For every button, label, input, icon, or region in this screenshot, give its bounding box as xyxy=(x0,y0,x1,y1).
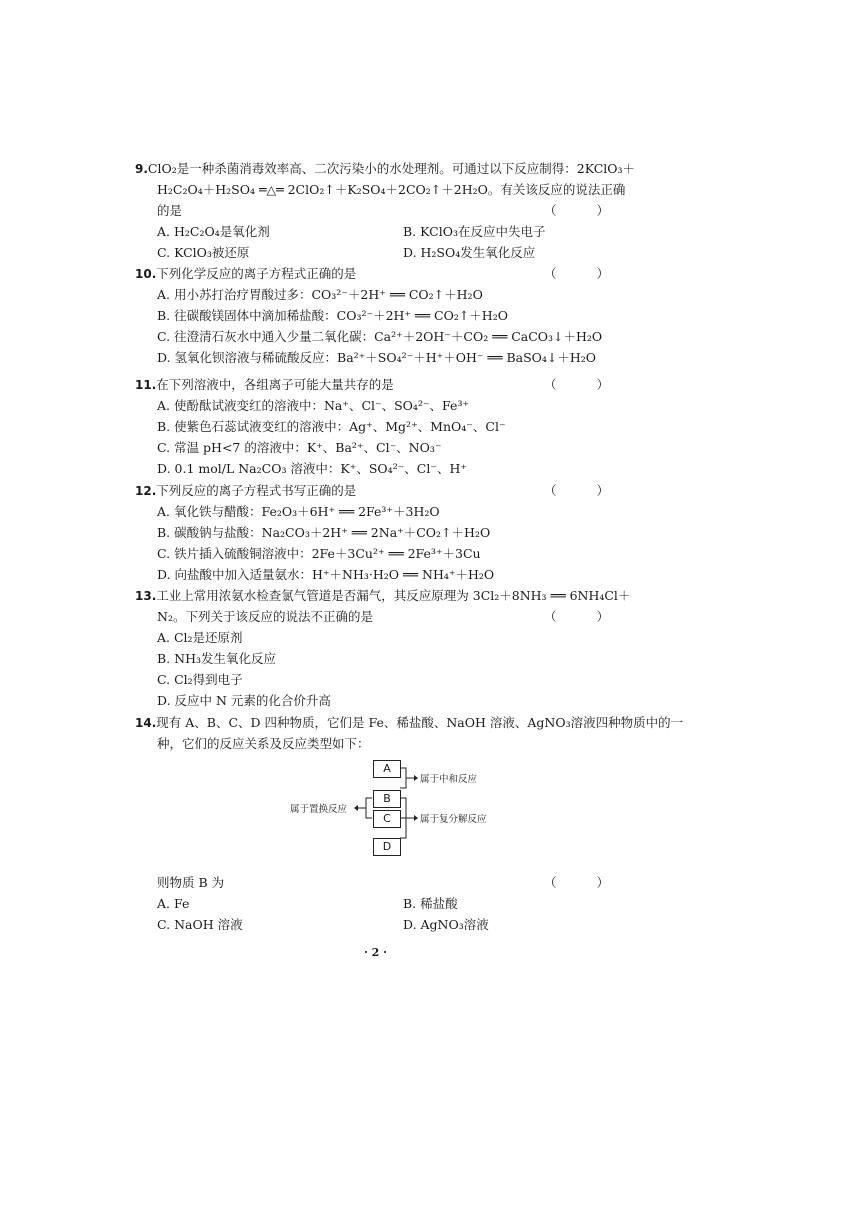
diagram-box-a: A xyxy=(373,760,401,778)
label-neutralization: 属于中和反应 xyxy=(420,774,478,785)
label-displacement: 属于置换反应 xyxy=(290,804,348,815)
question-14 xyxy=(135,712,684,754)
question-9 xyxy=(135,158,635,263)
option-b: B. 碳酸钠与盐酸：Na₂CO₃＋2H⁺ ══ 2Na⁺＋CO₂↑＋H₂O xyxy=(157,525,491,540)
question-stem-line: 则物质 B 为 xyxy=(157,875,225,890)
question-stem-line: N₂。下列关于该反应的说法不正确的是 xyxy=(157,609,373,624)
question-stem-line: ClO₂是一种杀菌消毒效率高、二次污染小的水处理剂。可通过以下反应制得：2KClO₃＋ xyxy=(147,161,636,176)
option-a: A. Cl₂是还原剂 xyxy=(157,630,243,645)
question-stem-line: H₂C₂O₄＋H₂SO₄ ═△═ 2ClO₂↑＋K₂SO₄＋2CO₂↑＋2H₂O。有关该反应的说法正确 xyxy=(157,182,626,197)
question-stem-line: 现有 A、B、C、D 四种物质，它们是 Fe、稀盐酸、NaOH 溶液、AgNO₃溶液四种物质中的一 xyxy=(156,715,684,730)
question-11 xyxy=(135,374,635,479)
option-a: A. H₂C₂O₄是氧化剂 xyxy=(157,224,270,239)
option-d: D. 反应中 N 元素的化合价升高 xyxy=(157,693,331,708)
question-stem-line: 下列反应的离子方程式书写正确的是 xyxy=(156,483,357,498)
option-d: D. 氢氧化钡溶液与稀硫酸反应：Ba²⁺＋SO₄²⁻＋H⁺＋OH⁻ ══ BaSO₄↓＋H₂O xyxy=(157,350,597,365)
question-number: 13. xyxy=(135,589,157,603)
question-number: 12. xyxy=(135,484,157,498)
option-b: B. 稀盐酸 xyxy=(403,896,458,911)
option-c: C. 往澄清石灰水中通入少量二氧化碳：Ca²⁺＋2OH⁻＋CO₂ ══ CaCO₃↓＋H₂O xyxy=(157,329,603,344)
question-14-continued xyxy=(135,872,635,935)
answer-paren: （ ） xyxy=(544,483,627,498)
question-stem-line: 种，它们的反应关系及反应类型如下： xyxy=(157,736,370,751)
question-number: 11. xyxy=(135,378,157,392)
option-c: C. 常温 pH<7 的溶液中：K⁺、Ba²⁺、Cl⁻、NO₃⁻ xyxy=(157,440,442,455)
question-number: 14. xyxy=(135,716,157,730)
option-a: A. 用小苏打治疗胃酸过多：CO₃²⁻＋2H⁺ ══ CO₂↑＋H₂O xyxy=(157,287,483,302)
answer-paren: （ ） xyxy=(544,266,627,281)
option-d: D. 向盐酸中加入适量氨水：H⁺＋NH₃·H₂O ══ NH₄⁺＋H₂O xyxy=(157,567,495,582)
question-stem-line: 在下列溶液中，各组离子可能大量共存的是 xyxy=(156,377,394,392)
option-c: C. KClO₃被还原 xyxy=(157,245,250,260)
label-double-decomposition: 属于复分解反应 xyxy=(420,814,487,825)
option-a: A. Fe xyxy=(157,896,190,911)
option-a: A. 氧化铁与醋酸：Fe₂O₃＋6H⁺ ══ 2Fe³⁺＋3H₂O xyxy=(157,504,440,519)
diagram-box-b: B xyxy=(373,790,401,808)
question-number: 9. xyxy=(135,162,148,176)
option-c: C. NaOH 溶液 xyxy=(157,917,243,932)
option-c: C. Cl₂得到电子 xyxy=(157,672,243,687)
question-stem-line: 的是 xyxy=(157,203,183,218)
option-a: A. 使酚酞试液变红的溶液中：Na⁺、Cl⁻、SO₄²⁻、Fe³⁺ xyxy=(157,398,470,413)
option-b: B. 使紫色石蕊试液变红的溶液中：Ag⁺、Mg²⁺、MnO₄⁻、Cl⁻ xyxy=(157,419,506,434)
diagram-box-c: C xyxy=(373,810,401,828)
option-b: B. 往碳酸镁固体中滴加稀盐酸：CO₃²⁻＋2H⁺ ══ CO₂↑＋H₂O xyxy=(157,308,508,323)
answer-paren: （ ） xyxy=(544,377,627,392)
option-c: C. 铁片插入硫酸铜溶液中：2Fe＋3Cu²⁺ ══ 2Fe³⁺＋3Cu xyxy=(157,546,481,561)
answer-paren: （ ） xyxy=(544,203,627,218)
question-number: 10. xyxy=(135,267,157,281)
question-13 xyxy=(135,585,635,711)
question-10 xyxy=(135,263,635,368)
option-d: D. AgNO₃溶液 xyxy=(403,917,489,932)
question-12 xyxy=(135,480,635,585)
question-stem-line: 下列化学反应的离子方程式正确的是 xyxy=(156,266,357,281)
option-b: B. KClO₃在反应中失电子 xyxy=(403,224,546,239)
option-d: D. 0.1 mol/L Na₂CO₃ 溶液中：K⁺、SO₄²⁻、Cl⁻、H⁺ xyxy=(157,461,467,476)
answer-paren: （ ） xyxy=(544,875,627,890)
page-number: · 2 · xyxy=(364,946,387,959)
option-b: B. NH₃发生氧化反应 xyxy=(157,651,276,666)
diagram-box-d: D xyxy=(373,838,401,856)
question-stem-line: 工业上常用浓氨水检查氯气管道是否漏气，其反应原理为 3Cl₂＋8NH₃ ══ 6NH₄Cl＋ xyxy=(156,588,631,603)
answer-paren: （ ） xyxy=(544,609,627,624)
reaction-diagram xyxy=(280,760,520,860)
option-d: D. H₂SO₄发生氧化反应 xyxy=(403,245,536,260)
